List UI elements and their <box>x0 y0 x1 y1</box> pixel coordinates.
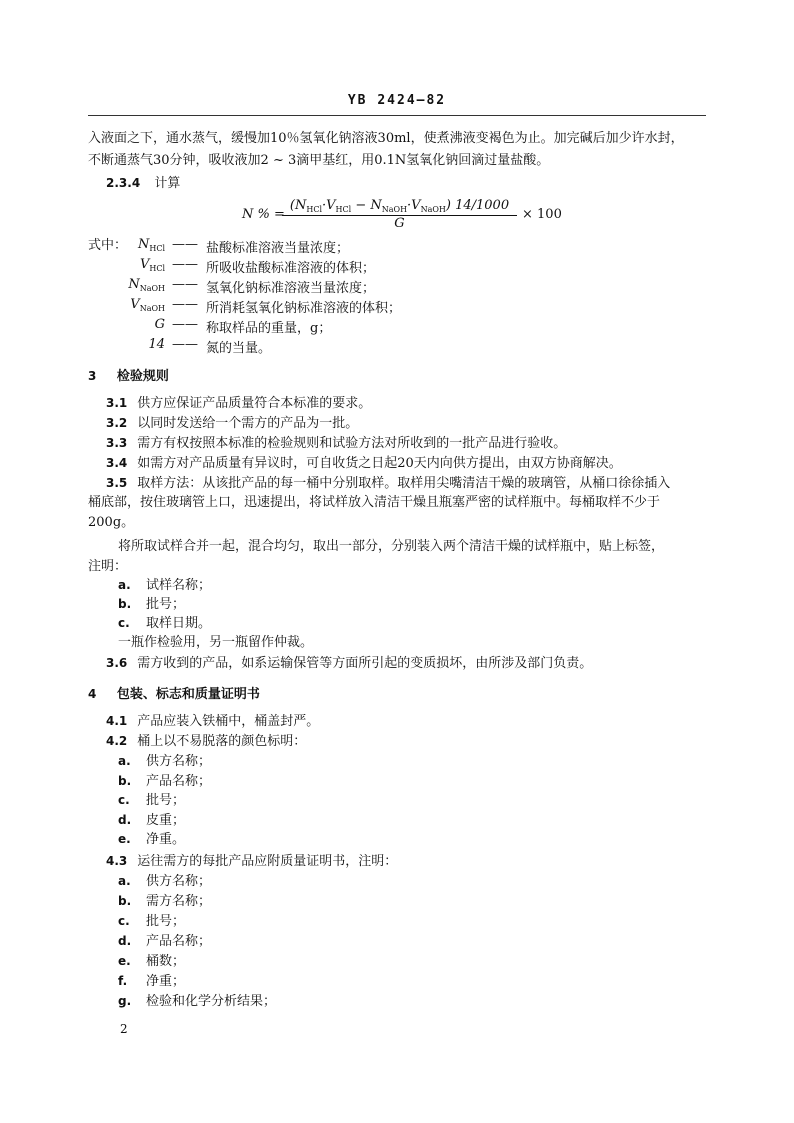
list-item-letter: c. <box>118 914 130 928</box>
definition-dash: —— <box>172 277 198 292</box>
clause-3-5: 3.5 取样方法：从该批产品的每一桶中分别取样。取样用尖嘴清洁干燥的玻璃管，从桶口徐徐插入 <box>106 476 671 491</box>
list-item <box>118 595 185 614</box>
list-item-text: 批号； <box>146 793 186 808</box>
definition-text: 氢氧化钠标准溶液当量浓度； <box>206 281 376 296</box>
formula-fraction <box>282 198 517 231</box>
list-item <box>118 972 185 991</box>
calc-title: 计算 <box>154 176 181 191</box>
clause-3-4: 3.4 如需方对产品质量有异议时，可自收货之日起20天内向供方提出，由双方协商解决。 <box>106 456 622 471</box>
section-3-heading: 3 检验规则 <box>88 369 169 384</box>
list-item-letter: e. <box>118 954 131 968</box>
definition-dash: —— <box>172 257 198 272</box>
list-item-letter: a. <box>118 578 131 592</box>
list-item-text: 批号； <box>146 597 186 612</box>
paragraph-line: 入液面之下，通水蒸气，缓慢加10％氢氧化钠溶液30ml，使煮沸液变褐色为止。加完碱后加少许水封， <box>88 131 684 146</box>
clause-4-1: 4.1 产品应装入铁桶中，桶盖封严。 <box>106 714 320 729</box>
definition-text: 所吸收盐酸标准溶液的体积； <box>206 261 376 276</box>
list-item-text: 产品名称； <box>146 773 212 789</box>
definition-text: 盐酸标准溶液当量浓度； <box>206 241 350 256</box>
paragraph-line: 不断通蒸气30分钟，吸收液加2 ~ 3滴甲基红，用0.1N氢氧化钠回滴过量盐酸。 <box>88 153 550 168</box>
list-item-text: 试样名称； <box>146 578 212 593</box>
list-item <box>118 992 276 1011</box>
list-item-text: 供方名称； <box>146 754 212 769</box>
list-item-text: 产品名称； <box>146 934 212 949</box>
list-item-text: 检验和化学分析结果； <box>146 994 277 1009</box>
nitrogen-formula <box>242 198 582 238</box>
calc-number: 2.3.4 <box>106 176 141 190</box>
list-item-letter: b. <box>118 773 132 788</box>
definition-dash: —— <box>172 337 198 352</box>
clause-4-2: 4.2 桶上以不易脱落的颜色标明： <box>106 734 307 749</box>
list-item-letter: f. <box>118 974 128 988</box>
paragraph-line: 将所取试样合并一起，混合均匀，取出一部分，分别装入两个清洁干燥的试样瓶中，贴上标签， <box>118 539 665 554</box>
list-item <box>118 811 185 830</box>
clause-3-6: 3.6 需方收到的产品，如系运输保管等方面所引起的变质损坏，由所涉及部门负责。 <box>106 656 593 671</box>
list-item-letter: d. <box>118 812 132 827</box>
document-code-header: YB 2424—82 <box>347 93 447 108</box>
formula-denominator: G <box>394 216 405 231</box>
clause-3-1: 3.1 供方应保证产品质量符合本标准的要求。 <box>106 396 372 411</box>
list-item-text: 需方名称； <box>146 894 212 909</box>
definition-symbol: G <box>154 317 165 332</box>
clause-3-2: 3.2 以同时发送给一个需方的产品为一批。 <box>106 416 359 431</box>
list-item <box>118 752 211 771</box>
formula-lhs: N % = <box>242 207 285 222</box>
clause-4-3: 4.3 运往需方的每批产品应附质量证明书，注明： <box>106 854 398 869</box>
list-item-letter: b. <box>118 894 132 908</box>
section-4-heading: 4 包装、标志和质量证明书 <box>88 687 260 702</box>
definition-symbol: $N_{HCl}$ <box>137 237 165 253</box>
paragraph-line: 一瓶作检验用，另一瓶留作仲裁。 <box>118 635 314 650</box>
formula-numerator: $(N_{HCl}\cdot V_{HCl} - N_{NaOH}\cdot V_{NaOH})$ 14/1000 <box>282 198 517 216</box>
list-item-letter: e. <box>118 832 131 846</box>
definitions-lead: 式中： <box>88 238 128 253</box>
list-item <box>118 614 211 633</box>
list-item-text: 净重。 <box>146 832 186 847</box>
list-item-text: 供方名称； <box>146 874 212 889</box>
list-item-text: 取样日期。 <box>146 616 212 631</box>
definition-symbol: $V_{NaOH}$ <box>130 297 165 313</box>
list-item-letter: a. <box>118 874 131 888</box>
list-item <box>118 576 211 595</box>
definition-dash: —— <box>172 297 198 312</box>
list-item-text: 皮重； <box>146 812 186 828</box>
definition-symbol: 14 <box>148 337 165 352</box>
definition-symbol: $V_{HCl}$ <box>139 257 165 273</box>
list-item <box>118 830 185 849</box>
paragraph-line: 桶底部，按住玻璃管上口，迅速提出，将试样放入清洁干燥且瓶塞严密的试样瓶中。每桶取样不少于 <box>88 495 661 510</box>
list-item-letter: b. <box>118 597 132 611</box>
list-item <box>118 932 211 951</box>
list-item <box>118 952 185 971</box>
list-item-text: 桶数； <box>146 954 186 969</box>
definition-text: 称取样品的重量，g； <box>206 321 332 336</box>
list-item-letter: d. <box>118 934 132 948</box>
definition-dash: —— <box>172 317 198 332</box>
definition-text: 所消耗氢氧化钠标准溶液的体积； <box>206 301 402 316</box>
paragraph-line: 200g。 <box>88 515 135 530</box>
calc-heading <box>106 174 180 193</box>
list-item-text: 净重； <box>146 974 186 989</box>
list-item-letter: a. <box>118 754 131 768</box>
definition-text: 氮的当量。 <box>206 341 272 356</box>
header-divider <box>88 115 706 116</box>
definition-symbol: $N_{NaOH}$ <box>128 277 165 293</box>
clause-3-3: 3.3 需方有权按照本标准的检验规则和试验方法对所收到的一批产品进行验收。 <box>106 436 567 451</box>
page-number: 2 <box>120 1022 128 1036</box>
list-item <box>118 892 211 911</box>
list-item <box>118 912 185 931</box>
list-item-letter: g. <box>118 994 132 1008</box>
definition-dash: —— <box>172 237 198 252</box>
list-item-letter: c. <box>118 793 130 807</box>
list-item-letter: c. <box>118 616 130 630</box>
list-item-text: 批号； <box>146 914 186 929</box>
list-item <box>118 791 185 810</box>
paragraph-line: 注明： <box>88 559 128 574</box>
list-item <box>118 872 211 891</box>
formula-factor: × 100 <box>522 207 562 222</box>
list-item <box>118 772 211 791</box>
